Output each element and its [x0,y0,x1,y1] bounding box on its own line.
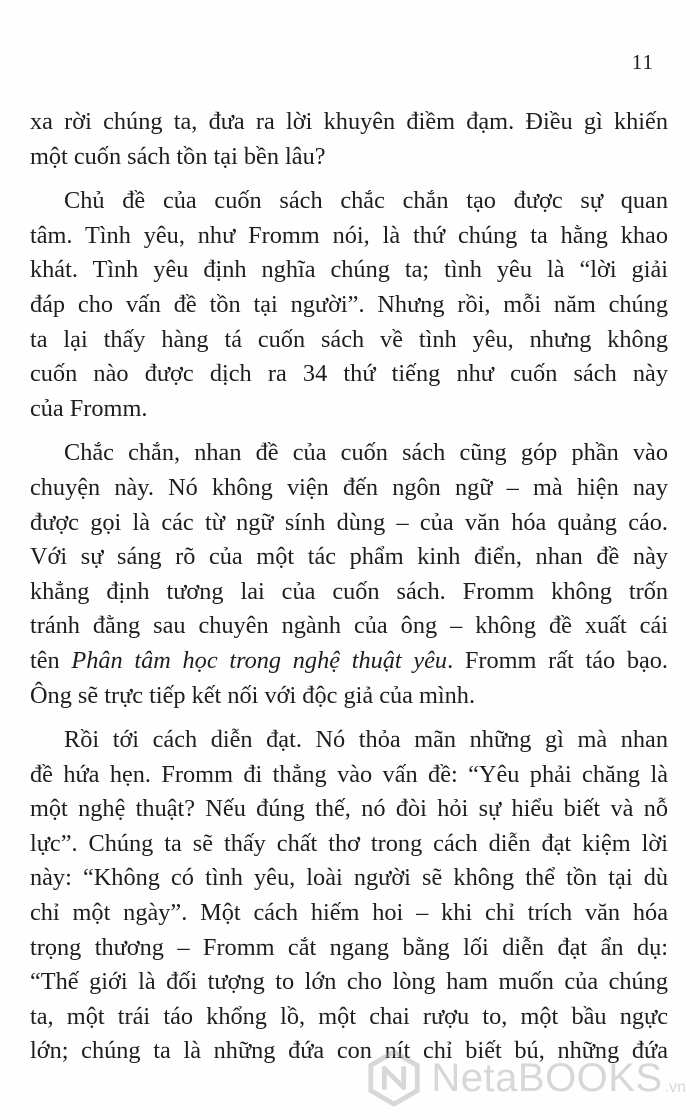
text-run: tên [30,646,72,674]
page-number: 11 [631,50,654,74]
watermark [365,1049,686,1107]
text-line: trọng thương – Fromm cắt ngang bằng lối diễn đạt ẩn dụ: [30,933,668,961]
text-line: Chắc chắn, nhan đề của cuốn sách cũng góp phần vào [64,439,668,467]
paragraph-2 [30,184,668,426]
text-line: một cuốn sách tồn tại bền lâu? [30,142,326,170]
text-line: đề hứa hẹn. Fromm đi thẳng vào vấn đề: “Yêu phải chăng là [30,760,668,788]
text-line: Ông sẽ trực tiếp kết nối với độc giả của mình. [30,681,476,709]
text-line: đáp cho vấn đề tồn tại người”. Nhưng rồi, mỗi năm chúng [30,290,668,318]
text-line: này: “Không có tình yêu, loài người sẽ không thể tồn tại dù [30,864,668,892]
text-line: khẳng định tương lai của cuốn sách. Fromm không trốn [30,577,668,605]
text-line: một nghệ thuật? Nếu đúng thế, nó đòi hỏi sự hiểu biết và nỗ [30,795,668,823]
watermark-text: NetaBOOKS [431,1055,663,1100]
paragraph-4 [30,723,668,1069]
paragraph-3 [30,436,668,713]
text-line: ta, một trái táo khổng lồ, một chai rượu to, một bầu ngực [30,1002,668,1030]
text-line: “Thế giới là đối tượng to lớn cho lòng ham muốn của chúng [30,968,668,996]
text-line: khát. Tình yêu định nghĩa chúng ta; tình yêu là “lời giải [30,256,668,284]
watermark-suffix: .vn [664,1079,686,1096]
text-line: Rồi tới cách diễn đạt. Nó thỏa mãn những gì mà nhan [64,726,668,754]
text-line: lớn; chúng ta là những đứa con nít chỉ biết bú, những đứa [30,1037,668,1065]
text-line: tâm. Tình yêu, như Fromm nói, là thứ chúng ta hằng khao [30,221,668,249]
text-line: cuốn nào được dịch ra 34 thứ tiếng như cuốn sách này [30,360,668,388]
text-line-with-italic-title [30,644,668,679]
text-line: Với sự sáng rõ của một tác phẩm kinh điển, nhan đề này [30,543,668,571]
text-line: được gọi là các từ ngữ sính dùng – của văn hóa quảng cáo. [30,508,668,536]
text-line: chuyện này. Nó không viện đến ngôn ngữ – mà hiện nay [30,473,668,501]
text-run: . Fromm rất táo bạo. [447,646,668,674]
text-line: lực”. Chúng ta sẽ thấy chất thơ trong cách diễn đạt kiệm lời [30,829,668,857]
netabooks-logo-icon [365,1049,423,1107]
text-line: của Fromm. [30,394,148,422]
text-line: ta lại thấy hàng tá cuốn sách về tình yêu, nhưng không [30,325,668,353]
text-line: xa rời chúng ta, đưa ra lời khuyên điềm đạm. Điều gì khiến [30,108,668,135]
body-text [30,105,668,1069]
paragraph-1 [30,105,668,174]
italic-book-title: Phân tâm học trong nghệ thuật yêu [71,646,448,674]
text-line: tránh đằng sau chuyên ngành của ông – không đề xuất cái [30,612,668,640]
text-line: chỉ một ngày”. Một cách hiếm hoi – khi chỉ trích văn hóa [30,899,668,927]
text-line: Chủ đề của cuốn sách chắc chắn tạo được sự quan [64,187,668,215]
